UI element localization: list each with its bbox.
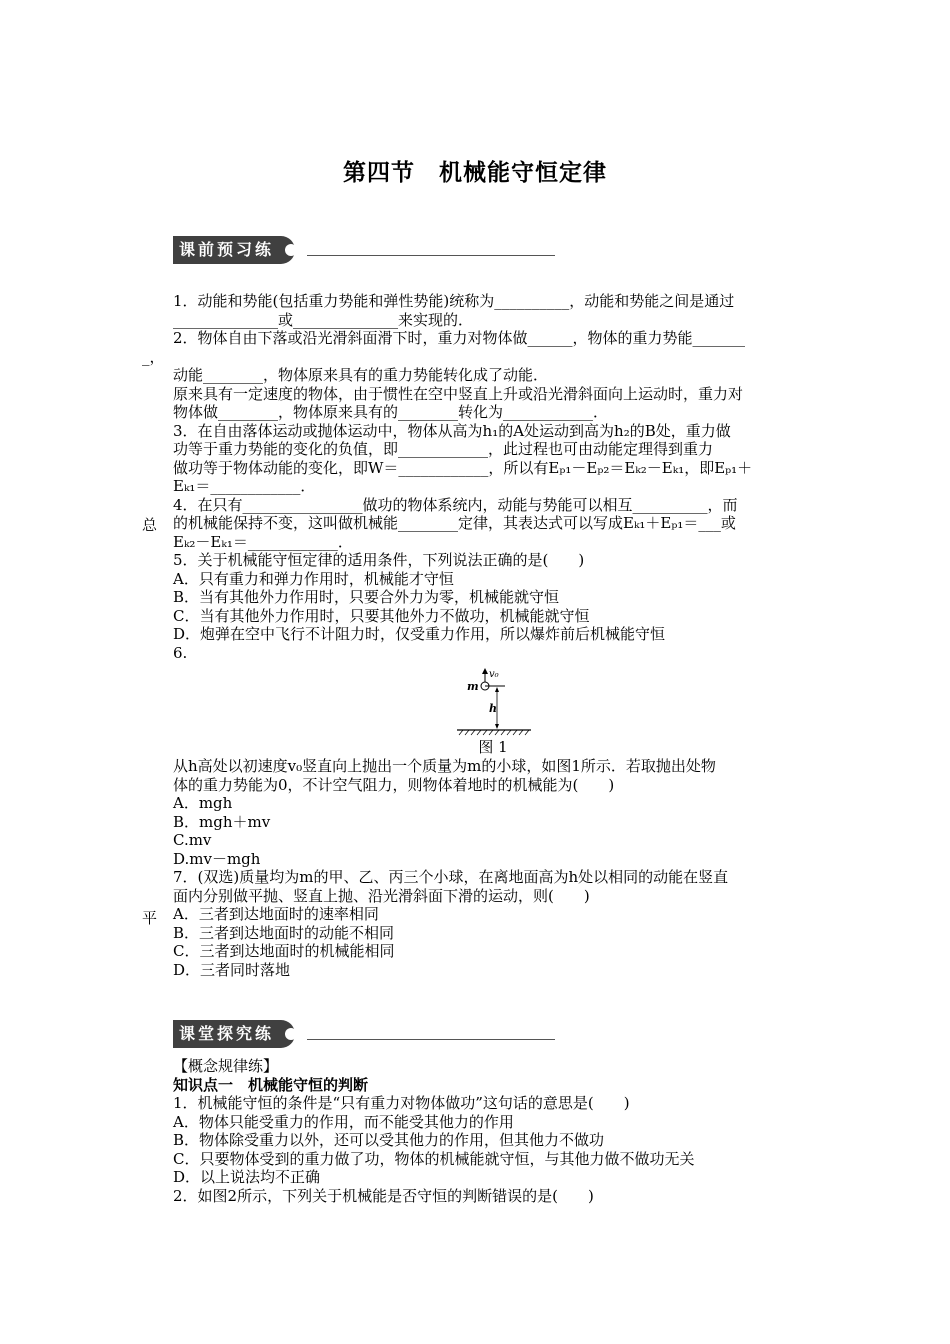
text-line: 6. bbox=[173, 643, 188, 662]
text-line: A．三者到达地面时的速率相同 bbox=[173, 905, 379, 923]
text-line: 2．如图2所示，下列关于机械能是否守恒的判断错误的是( ) bbox=[173, 1186, 594, 1205]
text-line: 功等于重力势能的变化的负值，即____________，此过程也可由动能定理得到重力 bbox=[173, 440, 714, 458]
text-line: 从h高处以初速度v₀竖直向上抛出一个质量为m的小球，如图1所示．若取抛出处物 bbox=[173, 757, 716, 775]
text-line: B．物体除受重力以外，还可以受其他力的作用，但其他力不做功 bbox=[173, 1131, 605, 1149]
text-line: D．以上说法均不正确 bbox=[173, 1168, 321, 1186]
class-content bbox=[173, 1057, 813, 1205]
text-line: Eₖ₁＝____________． bbox=[173, 477, 316, 495]
text-line: B．三者到达地面时的动能不相同 bbox=[173, 923, 395, 942]
text-line: C．三者到达地面时的机械能相同 bbox=[173, 942, 395, 960]
text-line: 7．(双选)质量均为m的甲、乙、丙三个小球，在离地面高为h处以相同的动能在竖直 bbox=[173, 868, 729, 886]
text-line: D．三者同时落地 bbox=[173, 960, 291, 979]
exercise-content bbox=[142, 292, 813, 979]
section-label: 课前预习练 bbox=[173, 236, 295, 264]
text-line: Eₖ₂－Eₖ₁＝____________． bbox=[173, 532, 353, 551]
section-banner-preview bbox=[173, 236, 563, 266]
text-line: A．物体只能受重力的作用，而不能受其他力的作用 bbox=[173, 1112, 514, 1131]
figure-caption: 图 1 bbox=[478, 738, 508, 756]
text-line: C．当有其他外力作用时，只要其他外力不做功，机械能就守恒 bbox=[173, 606, 590, 625]
height-label: h bbox=[489, 702, 497, 715]
text-line: 原来具有一定速度的物体，由于惯性在空中竖直上升或沿光滑斜面向上运动时，重力对 bbox=[173, 384, 744, 403]
text-line: 的机械能保持不变，这叫做机械能________定律，其表达式可以写成Eₖ₁＋Eₚ₁＝___或 bbox=[173, 514, 736, 532]
banner-dot-icon bbox=[285, 1028, 297, 1040]
velocity-label: v₀ bbox=[489, 669, 499, 680]
text-line: B．mgh＋mv bbox=[173, 812, 271, 831]
figure-1 bbox=[173, 662, 813, 757]
text-line: 体的重力势能为0，不计空气阻力，则物体着地时的机械能为( ) bbox=[173, 775, 615, 794]
text-line: 5．关于机械能守恒定律的适用条件，下列说法正确的是( ) bbox=[173, 551, 585, 569]
banner-rule bbox=[307, 255, 555, 256]
section-banner-class bbox=[173, 1020, 563, 1050]
margin-char: 总 bbox=[142, 516, 158, 534]
projectile-diagram bbox=[455, 668, 535, 740]
text-line: A．mgh bbox=[173, 794, 233, 812]
text-line: 3．在自由落体运动或抛体运动中，物体从高为h₁的A处运动到高为h₂的B处，重力做 bbox=[173, 421, 731, 440]
banner-rule bbox=[307, 1039, 555, 1040]
text-line: C.mv bbox=[173, 831, 212, 849]
text-line: C．只要物体受到的重力做了功，物体的机械能就守恒，与其他力做不做功无关 bbox=[173, 1149, 695, 1168]
text-line: 面内分别做平抛、竖直上抛、沿光滑斜面下滑的运动，则( ) bbox=[173, 886, 590, 905]
page-title: 第四节 机械能守恒定律 bbox=[343, 160, 607, 186]
text-line: A．只有重力和弹力作用时，机械能才守恒 bbox=[173, 569, 454, 588]
text-line: B．当有其他外力作用时，只要合外力为零，机械能就守恒 bbox=[173, 588, 560, 606]
text-line: D．炮弹在空中飞行不计阻力时，仅受重力作用，所以爆炸前后机械能守恒 bbox=[173, 625, 666, 643]
text-line: 物体做________，物体原来具有的________转化为____________． bbox=[173, 403, 609, 421]
text-line: 2．物体自由下落或沿光滑斜面滑下时，重力对物体做______，物体的重力势能_______ bbox=[173, 329, 746, 347]
text-line: 1．机械能守恒的条件是“只有重力对物体做功”这句话的意思是( ) bbox=[173, 1094, 630, 1112]
text-line: D.mv－mgh bbox=[173, 849, 261, 868]
subsection-heading: 【概念规律练】 bbox=[173, 1057, 279, 1075]
margin-char: 平 bbox=[142, 909, 158, 927]
knowledge-point-heading: 知识点一 机械能守恒的判断 bbox=[173, 1075, 369, 1094]
text-line: 4．在只有________________做功的物体系统内，动能与势能可以相互__________，而 bbox=[173, 495, 738, 514]
text-line: 1．动能和势能(包括重力势能和弹性势能)统称为__________，动能和势能之间是通过 bbox=[173, 292, 735, 310]
mass-label: m bbox=[467, 680, 479, 693]
text-line: 动能________，物体原来具有的重力势能转化成了动能． bbox=[173, 366, 549, 384]
banner-dot-icon bbox=[285, 244, 297, 256]
section-label: 课堂探究练 bbox=[173, 1020, 295, 1048]
text-line: 做功等于物体动能的变化，即W＝____________，所以有Eₚ₁－Eₚ₂＝Eₖ₂－Eₖ₁，即Eₚ₁＋ bbox=[173, 458, 753, 477]
text-line: ______________或______________来实现的． bbox=[173, 310, 474, 329]
text-line: _， bbox=[142, 347, 165, 366]
